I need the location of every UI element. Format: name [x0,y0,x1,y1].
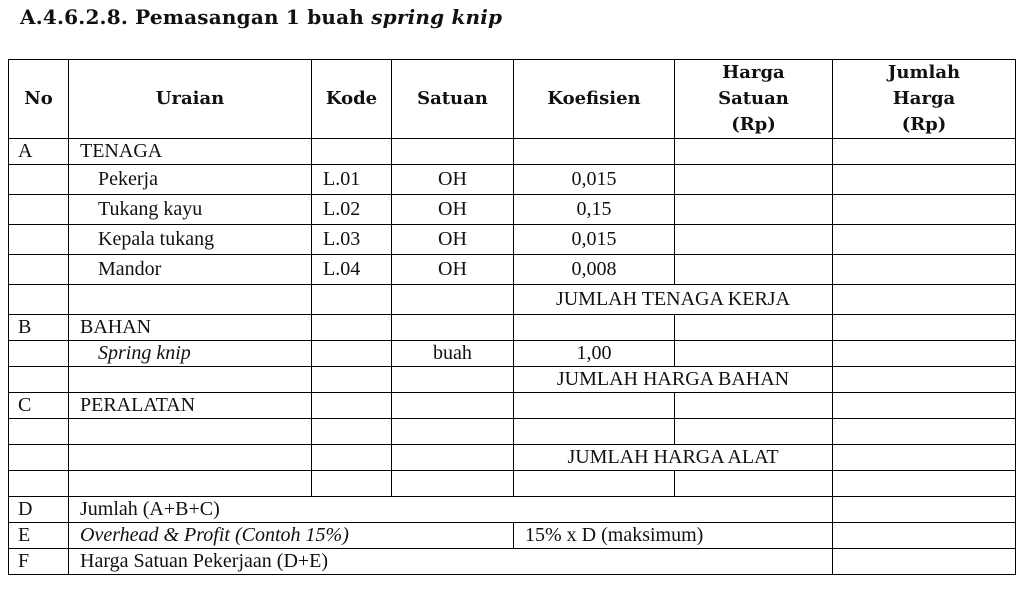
item-uraian: Spring knip [69,341,312,367]
summary-label: Overhead & Profit (Contoh 15%) [69,523,514,549]
item-kode: L.01 [312,165,392,195]
header-no: No [9,60,69,139]
item-uraian: Tukang kayu [69,195,312,225]
item-satuan: OH [392,255,514,285]
item-uraian: Mandor [69,255,312,285]
header-uraian: Uraian [69,60,312,139]
table-row [9,195,1016,225]
item-uraian: Pekerja [69,165,312,195]
subtotal-label: JUMLAH HARGA ALAT [514,445,833,471]
item-kode [312,341,392,367]
section-label: TENAGA [69,139,312,165]
item-koefisien: 0,008 [514,255,675,285]
section-no: A [9,139,69,165]
section-row-peralatan [9,393,1016,419]
subtotal-label: JUMLAH HARGA BAHAN [514,367,833,393]
header-kode: Kode [312,60,392,139]
section-label: BAHAN [69,315,312,341]
item-satuan: OH [392,225,514,255]
header-row [9,60,1016,139]
summary-no: E [9,523,69,549]
header-satuan: Satuan [392,60,514,139]
section-no: B [9,315,69,341]
item-satuan: buah [392,341,514,367]
page-title: A.4.6.2.8. Pemasangan 1 buah spring knip [20,5,503,29]
summary-no: F [9,549,69,575]
subtotal-row-bahan [9,367,1016,393]
item-kode: L.04 [312,255,392,285]
summary-no: D [9,497,69,523]
table-row [9,471,1016,497]
item-koefisien: 0,15 [514,195,675,225]
item-koefisien: 0,015 [514,225,675,255]
item-kode: L.03 [312,225,392,255]
summary-note: 15% x D (maksimum) [514,523,833,549]
item-kode: L.02 [312,195,392,225]
table-row [9,255,1016,285]
item-koefisien: 1,00 [514,341,675,367]
section-row-tenaga [9,139,1016,165]
item-satuan: OH [392,165,514,195]
section-row-bahan [9,315,1016,341]
item-koefisien: 0,015 [514,165,675,195]
section-no: C [9,393,69,419]
summary-label: Harga Satuan Pekerjaan (D+E) [69,549,833,575]
table-row [9,165,1016,195]
table-row [9,225,1016,255]
summary-row-d [9,497,1016,523]
cost-analysis-table [8,59,1016,575]
header-koefisien: Koefisien [514,60,675,139]
summary-row-f [9,549,1016,575]
item-satuan: OH [392,195,514,225]
item-uraian: Kepala tukang [69,225,312,255]
summary-label: Jumlah (A+B+C) [69,497,833,523]
header-harga-satuan: Harga Satuan (Rp) [675,60,833,139]
subtotal-row-tenaga [9,285,1016,315]
section-label: PERALATAN [69,393,312,419]
subtotal-row-peralatan [9,445,1016,471]
header-jumlah-harga: Jumlah Harga (Rp) [833,60,1016,139]
subtotal-label: JUMLAH TENAGA KERJA [514,285,833,315]
table-row [9,341,1016,367]
table-row [9,419,1016,445]
summary-row-e [9,523,1016,549]
